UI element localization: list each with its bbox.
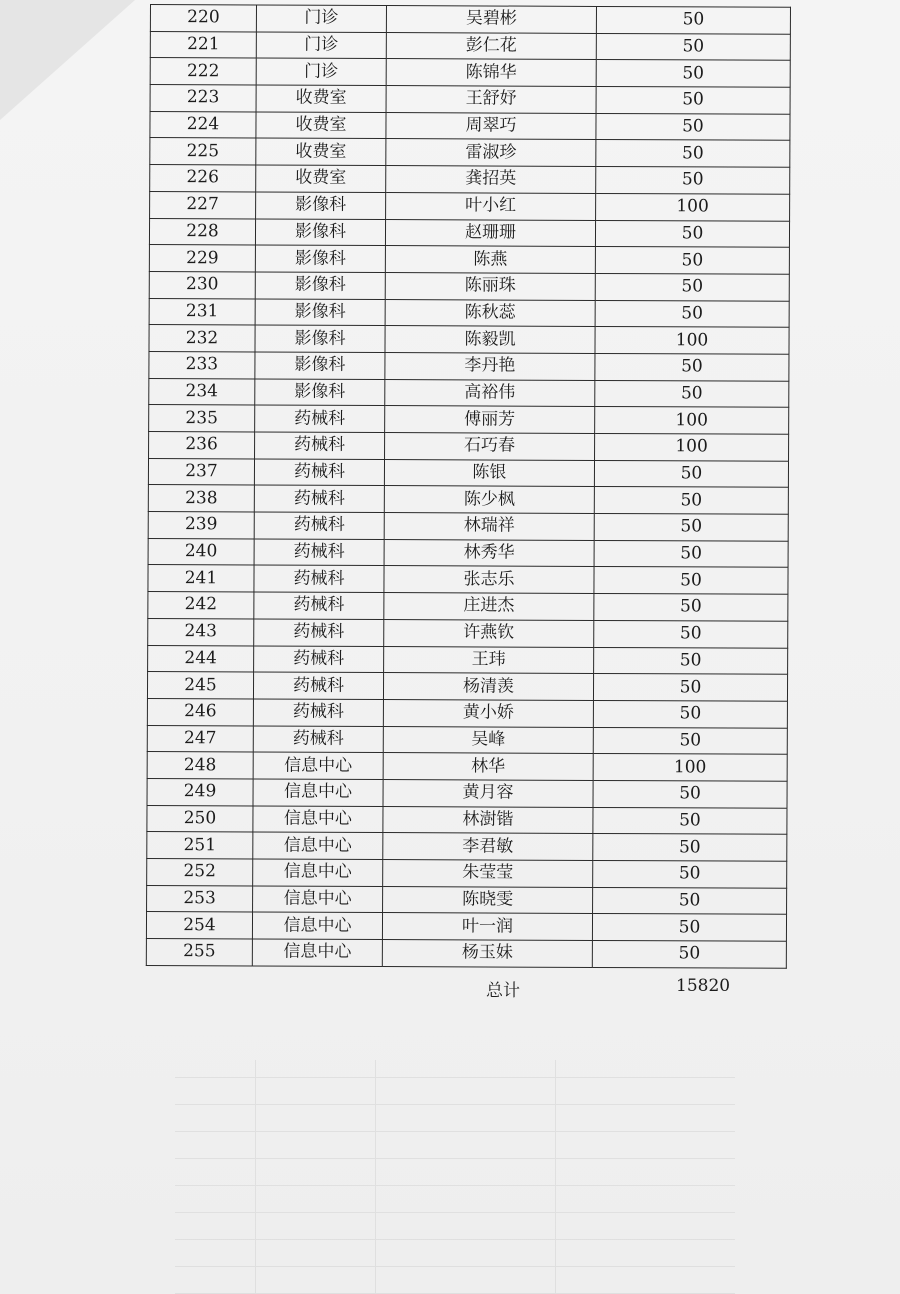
row-number-cell: 253 [147,885,253,912]
name-cell: 王玮 [384,646,594,674]
amount-cell: 50 [595,220,789,248]
name-cell: 李丹艳 [385,352,595,380]
table-row [149,378,789,407]
amount-cell: 50 [594,514,788,542]
table-row [148,565,788,594]
department-cell: 影像科 [255,245,385,272]
name-cell: 陈少枫 [384,486,594,514]
amount-cell: 50 [594,567,788,595]
row-number-cell: 242 [148,592,254,619]
name-cell: 杨玉妹 [382,940,592,968]
name-cell: 高裕伟 [385,379,595,407]
department-cell: 收费室 [256,85,386,112]
department-cell: 药械科 [254,565,384,592]
department-cell: 门诊 [256,58,386,85]
table-row [149,298,789,327]
row-number-cell: 234 [149,378,255,405]
amount-cell: 50 [593,807,787,835]
name-cell: 吴峰 [383,726,593,754]
name-cell: 彭仁花 [386,32,596,60]
row-number-cell: 240 [148,538,254,565]
row-number-cell: 254 [146,912,252,939]
table-row [147,858,787,887]
amount-cell: 50 [593,700,787,728]
table-row [150,165,790,194]
row-number-cell: 220 [150,5,256,32]
name-cell: 林秀华 [384,539,594,567]
table-row [148,538,788,567]
table-row [147,832,787,861]
department-cell: 药械科 [254,619,384,646]
amount-cell: 50 [592,914,786,942]
table-row [150,138,790,167]
name-cell: 陈燕 [385,246,595,274]
donation-table-body [146,5,790,969]
amount-cell: 50 [595,380,789,408]
table-row [147,698,787,727]
department-cell: 信息中心 [253,779,383,806]
name-cell: 叶小红 [386,192,596,220]
row-number-cell: 241 [148,565,254,592]
row-number-cell: 231 [149,298,255,325]
total-row [150,976,790,1000]
table-row [147,885,787,914]
name-cell: 杨清羡 [383,673,593,701]
amount-cell: 50 [595,273,789,301]
row-number-cell: 237 [148,458,254,485]
row-number-cell: 221 [150,31,256,58]
row-number-cell: 226 [150,165,256,192]
table-row [149,218,789,247]
total-label: 总计 [486,981,520,1001]
name-cell: 黄月容 [383,779,593,807]
row-number-cell: 244 [148,645,254,672]
amount-cell: 100 [593,754,787,782]
table-row [147,752,787,781]
row-number-cell: 238 [148,485,254,512]
department-cell: 信息中心 [253,832,383,859]
amount-cell: 50 [594,460,788,488]
amount-cell: 100 [596,193,790,221]
department-cell: 药械科 [254,592,384,619]
table-row [147,672,787,701]
table-row [146,939,786,968]
name-cell: 赵珊珊 [385,219,595,247]
name-cell: 张志乐 [384,566,594,594]
department-cell: 药械科 [253,726,383,753]
amount-cell: 50 [596,113,790,141]
name-cell: 林澍锴 [383,806,593,834]
table-row [150,58,790,87]
name-cell: 黄小娇 [383,699,593,727]
department-cell: 药械科 [255,432,385,459]
donation-table [146,4,791,969]
row-number-cell: 248 [147,752,253,779]
row-number-cell: 243 [148,618,254,645]
row-number-cell: 225 [150,138,256,165]
department-cell: 药械科 [254,459,384,486]
table-row [149,431,789,460]
amount-cell: 50 [594,594,788,622]
name-cell: 吴碧彬 [386,6,596,34]
row-number-cell: 247 [147,725,253,752]
table-row [149,325,789,354]
table-row [146,912,786,941]
name-cell: 陈秋蕊 [385,299,595,327]
amount-cell: 50 [596,140,790,168]
department-cell: 收费室 [256,112,386,139]
row-number-cell: 230 [149,271,255,298]
name-cell: 石巧春 [385,433,595,461]
name-cell: 林华 [383,753,593,781]
department-cell: 药械科 [254,539,384,566]
row-number-cell: 229 [149,245,255,272]
amount-cell: 50 [595,300,789,328]
table-row [150,85,790,114]
amount-cell: 50 [594,647,788,675]
department-cell: 影像科 [255,299,385,326]
amount-cell: 50 [594,620,788,648]
row-number-cell: 250 [147,805,253,832]
table-row [150,31,790,60]
name-cell: 王舒妤 [386,86,596,114]
row-number-cell: 236 [149,431,255,458]
table-row [147,778,787,807]
table-row [147,805,787,834]
table-row [150,191,790,220]
department-cell: 药械科 [254,512,384,539]
row-number-cell: 251 [147,832,253,859]
department-cell: 收费室 [256,138,386,165]
table-row [148,645,788,674]
row-number-cell: 239 [148,512,254,539]
table-row [149,271,789,300]
row-number-cell: 249 [147,778,253,805]
row-number-cell: 233 [149,351,255,378]
row-number-cell: 252 [147,858,253,885]
amount-cell: 50 [595,247,789,275]
name-cell: 雷淑珍 [386,139,596,167]
department-cell: 影像科 [255,218,385,245]
table-row [148,592,788,621]
department-cell: 信息中心 [252,939,382,966]
name-cell: 林瑞祥 [384,513,594,541]
show-through-ghost-table [175,1060,735,1294]
department-cell: 药械科 [254,645,384,672]
amount-cell: 50 [596,6,790,34]
amount-cell: 50 [596,33,790,61]
total-value: 15820 [676,976,731,996]
amount-cell: 100 [595,327,789,355]
department-cell: 收费室 [256,165,386,192]
department-cell: 信息中心 [252,912,382,939]
amount-cell: 50 [594,487,788,515]
department-cell: 信息中心 [253,886,383,913]
amount-cell: 50 [594,540,788,568]
department-cell: 药械科 [254,485,384,512]
department-cell: 药械科 [255,405,385,432]
amount-cell: 50 [595,353,789,381]
name-cell: 傅丽芳 [385,406,595,434]
name-cell: 周翠巧 [386,112,596,140]
amount-cell: 50 [593,780,787,808]
table-row [148,458,788,487]
row-number-cell: 223 [150,85,256,112]
name-cell: 陈晓雯 [383,886,593,914]
department-cell: 影像科 [256,192,386,219]
table-row [149,351,789,380]
row-number-cell: 235 [149,405,255,432]
amount-cell: 50 [593,727,787,755]
department-cell: 信息中心 [253,752,383,779]
amount-cell: 50 [593,674,787,702]
row-number-cell: 255 [146,939,252,966]
amount-cell: 50 [593,887,787,915]
amount-cell: 50 [592,941,786,969]
table-row [148,618,788,647]
department-cell: 门诊 [256,5,386,32]
department-cell: 影像科 [255,379,385,406]
name-cell: 陈银 [384,459,594,487]
table-row [149,245,789,274]
department-cell: 药械科 [253,699,383,726]
row-number-cell: 246 [147,698,253,725]
amount-cell: 50 [596,60,790,88]
row-number-cell: 232 [149,325,255,352]
department-cell: 信息中心 [253,859,383,886]
name-cell: 庄进杰 [384,593,594,621]
name-cell: 许燕钦 [384,619,594,647]
table-row [150,111,790,140]
row-number-cell: 222 [150,58,256,85]
table-row [148,512,788,541]
department-cell: 影像科 [255,352,385,379]
row-number-cell: 245 [147,672,253,699]
table-row [149,405,789,434]
name-cell: 叶一润 [382,913,592,941]
name-cell: 陈毅凯 [385,326,595,354]
page-fold-shadow [0,0,135,120]
table-row [148,485,788,514]
amount-cell: 50 [596,87,790,115]
table-row [150,5,790,34]
table-row [147,725,787,754]
name-cell: 李君敏 [383,833,593,861]
department-cell: 药械科 [253,672,383,699]
amount-cell: 50 [596,167,790,195]
department-cell: 信息中心 [253,806,383,833]
amount-cell: 50 [593,834,787,862]
row-number-cell: 224 [150,111,256,138]
department-cell: 影像科 [255,325,385,352]
department-cell: 门诊 [256,32,386,59]
name-cell: 陈锦华 [386,59,596,87]
row-number-cell: 227 [150,191,256,218]
name-cell: 朱莹莹 [383,860,593,888]
row-number-cell: 228 [149,218,255,245]
department-cell: 影像科 [255,272,385,299]
amount-cell: 100 [595,407,789,435]
amount-cell: 100 [595,433,789,461]
name-cell: 龚招英 [386,166,596,194]
name-cell: 陈丽珠 [385,272,595,300]
amount-cell: 50 [593,860,787,888]
